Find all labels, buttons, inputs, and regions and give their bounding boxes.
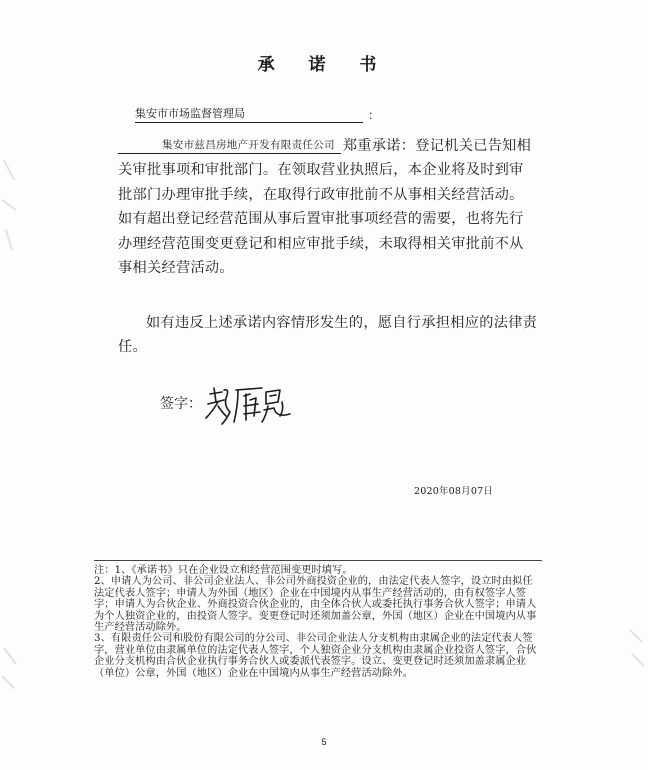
commitment-paragraph bbox=[118, 134, 538, 280]
company-name: 集安市兹昌房地产开发有限责任公司 bbox=[118, 137, 341, 154]
scan-edge-artifact bbox=[0, 640, 22, 700]
notes-divider bbox=[94, 560, 542, 561]
page-number: 5 bbox=[321, 737, 327, 747]
scan-edge-artifact bbox=[624, 620, 648, 680]
addressee-colon: ： bbox=[368, 108, 381, 122]
note-3: 3、有限责任公司和股份有限公司的分公司、非公司企业法人分支机构由隶属企业的法定代表人签字，营业单位由隶属单位的法定代表人签字，个人独资企业分支机构由隶属企业投资人签字，合伙企业分支机构由合伙企业执行事务合伙人或委派代表签字。设立、变更登记时还须加盖隶属企业（单位）公章，外国（地区）企业在中国境内从事生产经营活动除外。 bbox=[94, 633, 537, 679]
commitment-text: 郑重承诺：登记机关已告知相关审批事项和审批部门。在领取营业执照后，本企业将及时到审批部门办理审批手续，在取得行政审批前不从事相关经营活动。如有超出登记经营范围从事后置审批事项经营的需要，也将先行办理经营范围变更登记和相应审批手续，未取得相关审批前不从事相关经营活动。 bbox=[118, 138, 532, 277]
note-2: 2、申请人为公司、非公司企业法人、非公司外商投资企业的，由法定代表人签字，设立时由拟任法定代表人签字；申请人为外国（地区）企业在中国境内从事生产经营活动的，由有权签字人签字；申请人为合伙企业、外商投资合伙企业的，由全体合伙人或委托执行事务合伙人签字；申请人为个人独资企业的，由投资人签字。变更登记时还须加盖公章，外国（地区）企业在中国境内从事生产经营活动除外。 bbox=[94, 576, 537, 634]
notes-section bbox=[94, 565, 542, 679]
note-1: 注：1、《承诺书》只在企业设立和经营范围变更时填写。 bbox=[94, 565, 353, 576]
document-title: 承 诺 书 bbox=[257, 55, 391, 75]
scan-edge-artifact bbox=[0, 150, 22, 270]
liability-text: 如有违反上述承诺内容情形发生的，愿自行承担相应的法律责任。 bbox=[118, 315, 538, 356]
signature-label: 签字： bbox=[160, 396, 202, 412]
addressee: 集安市市场监督管理局 bbox=[135, 106, 363, 123]
date: 2020年08月07日 bbox=[414, 486, 494, 497]
handwritten-signature bbox=[200, 380, 295, 430]
liability-paragraph bbox=[118, 311, 538, 360]
